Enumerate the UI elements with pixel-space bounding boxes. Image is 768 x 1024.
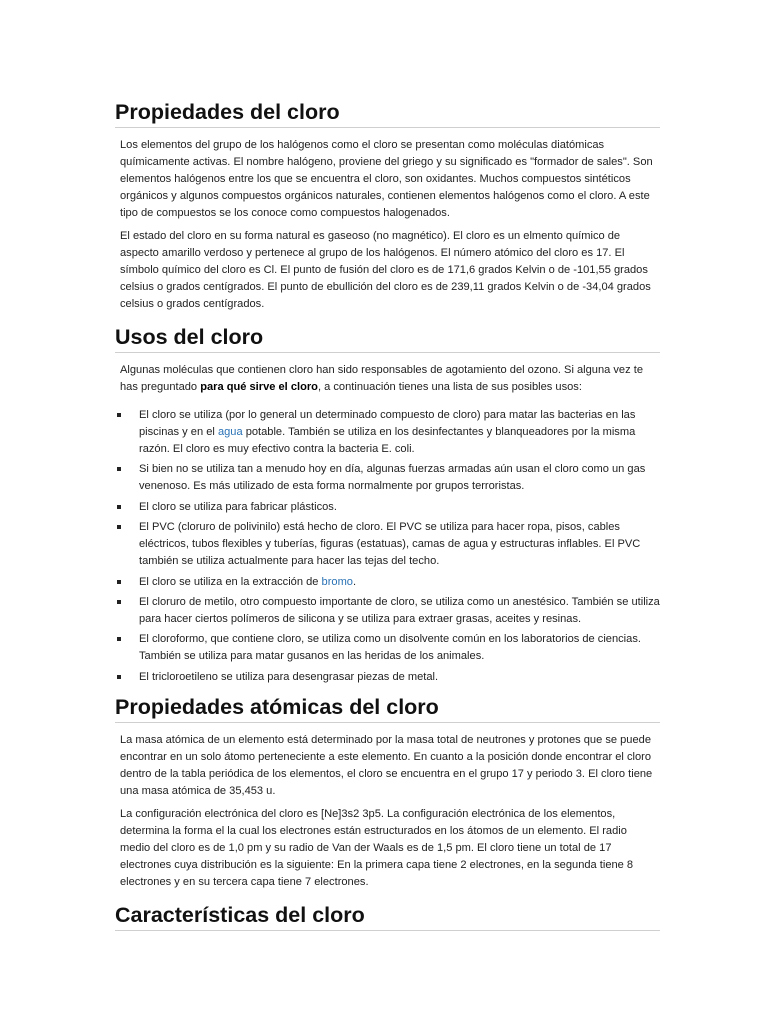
item-text: El cloro se utiliza en la extracción de [139, 575, 322, 588]
list-item [115, 669, 660, 686]
section-heading: Propiedades del cloro [115, 99, 660, 128]
item-text: potable. También se utiliza en los desinfectantes y blanqueadores por la misma razón. El cloro es muy efectivo contra la bacteria E. coli. [139, 425, 636, 455]
paragraph: La masa atómica de un elemento está determinado por la masa total de neutrones y protones que se puede encontrar en un solo átomo perteneciente a este elemento. En cuanto a la posición donde encontrar el cloro dentro de la tabla periódica de los elementos, el cloro se encuentra en el grupo 17 y periodo 3. El cloro tiene una masa atómica de 35,453 u. [120, 734, 653, 797]
bullet-icon [117, 600, 121, 604]
section-caracteristicas [115, 902, 660, 931]
item-text: . [352, 575, 357, 588]
bullet-icon [117, 637, 121, 641]
section-propiedades [115, 99, 660, 313]
list-item [115, 461, 660, 495]
bullet-icon [117, 413, 121, 417]
intro-text: , a continuación tienes una lista de sus posibles usos: [317, 381, 582, 393]
item-text: El cloro se utiliza para fabricar plásticos. [139, 500, 337, 513]
intro-text: Algunas moléculas que contienen cloro han sido responsables de agotamiento del ozono. Si alguna vez te has preguntado [120, 364, 643, 393]
section-body [115, 137, 660, 313]
bullet-icon [117, 525, 121, 529]
list-item [115, 574, 660, 591]
section-usos [115, 324, 660, 689]
paragraph: La configuración electrónica del cloro es [Ne]3s2 3p5. La configuración electrónica de los elementos, determina la forma el la cual los electrones están estructurados en los átomos de un elemento. El radio medio del cloro es de 1,0 pm y su radio de Van der Waals es de 1,5 pm. El cloro tiene un total de 17 electrones cuya distribución es la siguiente: En la primera capa tiene 2 electrones, en la segunda tiene 8 electrones y en su tercera capa tiene 7 electrones. [120, 808, 634, 888]
uses-list [115, 407, 660, 686]
item-text: El cloruro de metilo, otro compuesto importante de cloro, se utiliza como un anestésico. También se utiliza para hacer ciertos polímeros de silicona y se utiliza para extraer grasas, aceites y resinas. [139, 596, 660, 625]
list-item [115, 519, 660, 570]
section-body [115, 732, 660, 891]
item-text: El tricloroetileno se utiliza para desengrasar piezas de metal. [139, 670, 439, 683]
intro-bold-text: para qué sirve el cloro [200, 381, 318, 393]
paragraph: Los elementos del grupo de los halógenos como el cloro se presentan como moléculas diatómicas químicamente activas. El nombre halógeno, proviene del griego y su significado es "formador de sales". Son elementos halógenos entre los que se encuentra el cloro, son oxidantes. Muchos compuestos sintéticos orgánicos y algunos compuestos orgánicos naturales, contienen elementos halógenos como el cloro. A este tipo de compuestos se los conoce como compuestos halogenados. [120, 139, 653, 219]
bullet-icon [117, 580, 121, 584]
section-propiedades-atomicas [115, 694, 660, 891]
item-text: El PVC (cloruro de polivinilo) está hecho de cloro. El PVC se utiliza para hacer ropa, pisos, cables eléctricos, tubos flexibles y tuberías, figuras (estatuas), camas de agua y estructuras inflables. El PVC también se utiliza actualmente para hacer las tejas del techo. [139, 521, 641, 568]
bullet-icon [117, 505, 121, 509]
agua-link[interactable]: agua [217, 425, 243, 438]
section-heading: Propiedades atómicas del cloro [115, 694, 660, 723]
paragraph: El estado del cloro en su forma natural es gaseoso (no magnético). El cloro es un elmento químico de aspecto amarillo verdoso y pertenece al grupo de los halógenos. El número atómico del cloro es 17. El símbolo químico del cloro es Cl. El punto de fusión del cloro es de 171,6 grados Kelvin o de -101,55 grados celsius o grados centígrados. El punto de ebullición del cloro es de 239,11 grados Kelvin o de -34,04 grados celsius o grados centígrados. [120, 230, 651, 310]
list-item [115, 499, 660, 516]
bromo-link[interactable]: bromo [321, 575, 353, 588]
section-heading: Características del cloro [115, 902, 660, 931]
intro-paragraph [120, 362, 660, 396]
list-item [115, 407, 660, 458]
bullet-icon [117, 467, 121, 471]
item-text: El cloroformo, que contiene cloro, se utiliza como un disolvente común en los laboratorios de ciencias. También se utiliza para matar gusanos en las heridas de los animales. [139, 633, 641, 663]
section-body [115, 362, 660, 396]
bullet-icon [117, 675, 121, 679]
item-text: Si bien no se utiliza tan a menudo hoy en día, algunas fuerzas armadas aún usan el cloro como un gas venenoso. Es más utilizado de esta forma normalmente por grupos terroristas. [139, 463, 646, 493]
item-text: El cloro se utiliza (por lo general un determinado compuesto de cloro) para matar las bacterias en las piscinas y en el [139, 409, 636, 438]
list-item [115, 631, 660, 665]
list-item [115, 594, 660, 628]
section-heading: Usos del cloro [115, 324, 660, 353]
